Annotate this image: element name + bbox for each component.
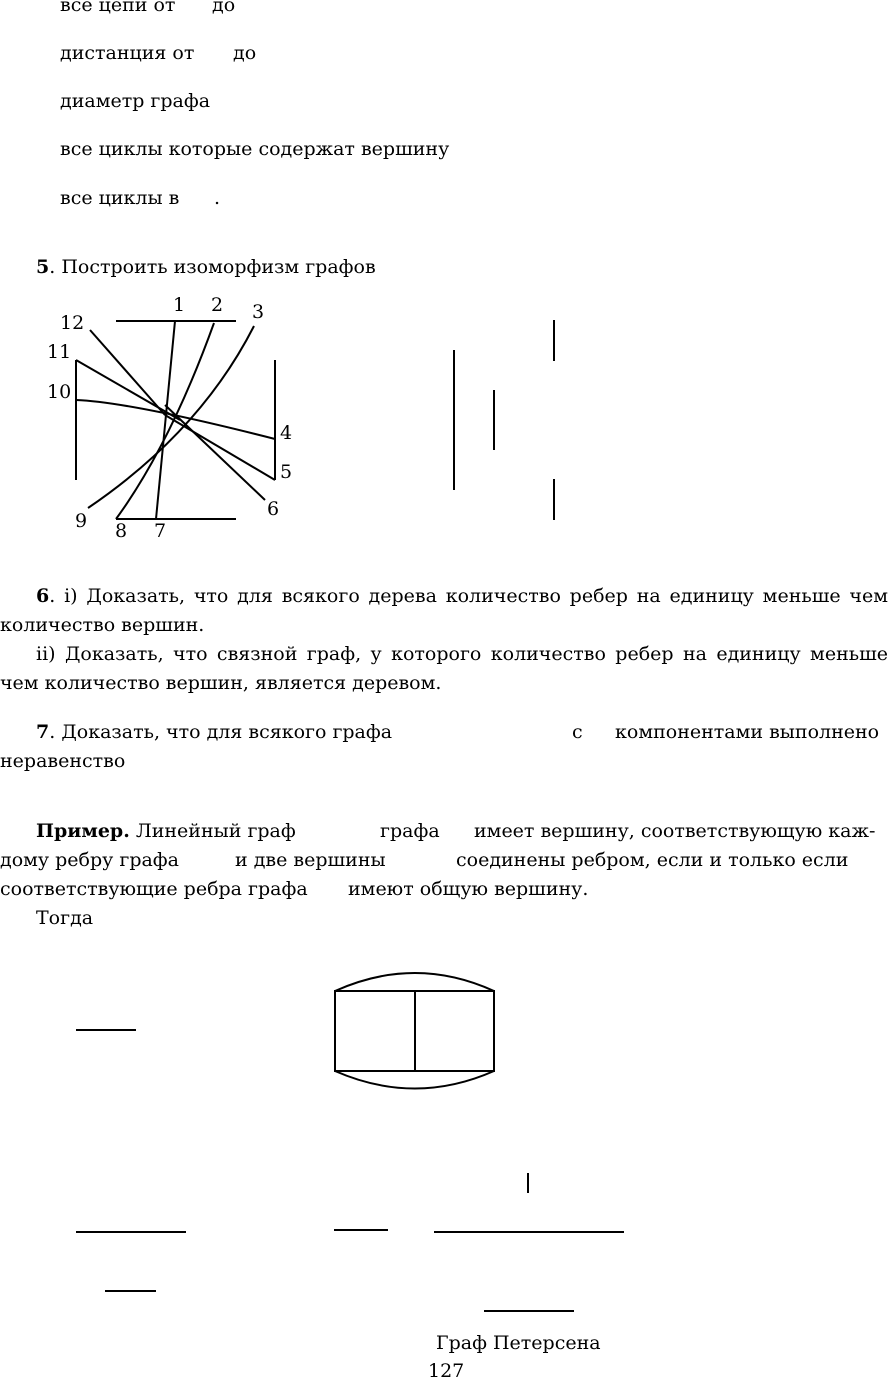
petersen-fragment-lines [76,1173,624,1311]
example-line3: соответствующие ребра графа [0,878,308,900]
figure-caption: Граф Петерсена [436,1332,601,1354]
problem-5-number: 5 [36,256,50,278]
problem-7-line2: неравенство [0,750,126,772]
list-item-paths-to: до [212,0,236,16]
isomorphism-graph-left [76,321,275,519]
graph-label-11: 11 [47,341,72,363]
problem-5-text: . Построить изоморфизм графов [49,256,376,278]
graph-label-10: 10 [47,381,72,403]
list-item-cycles-vertex: все циклы которые содержат вершину [60,138,450,160]
problem-7-text-a: . Доказать, что для всякого графа [49,721,393,743]
example-l1-a: Линейный граф [135,820,296,842]
example-line2-b: и две вершины [235,849,386,871]
graph-label-12: 12 [60,312,85,334]
problem-7-line1-b: с [572,721,583,743]
problem-6 [0,582,888,698]
graph-label-9: 9 [75,510,88,532]
problem-7-number: 7 [36,721,50,743]
list-item-distance-from: дистанция от [60,42,195,64]
example-line2-c: соединены ребром, если и только если [456,849,849,871]
list-item-paths-from: все цепи от [60,0,176,16]
example-line3-b: имеют общую вершину. [348,878,589,900]
graph-label-8: 8 [115,520,128,542]
example-line2-a: дому ребру графа [0,849,180,871]
problem-6-part2-line1: ii) Доказать, что связной граф, у которого количество ребер на единицу меньше [36,643,888,665]
example-line1-b: графа [380,820,440,842]
graph-label-3: 3 [252,301,265,323]
example-line1-a [36,822,296,841]
problem-6-part2-line2: чем количество вершин, является деревом. [0,672,442,694]
graph-label-1: 1 [173,294,186,316]
graph-label-5: 5 [280,461,293,483]
line-graph-figure [76,973,494,1089]
list-item-diameter: диаметр графа [60,90,211,112]
problem-6-part1-line2: количество вершин. [0,614,205,636]
list-item-period: . [214,187,221,209]
example-then: Тогда [36,907,94,929]
list-item-distance-to: до [233,42,257,64]
graph-label-7: 7 [154,520,167,542]
problem-7-line1-c: компонентами выполнено [615,721,880,743]
graph-label-2: 2 [211,294,224,316]
problem-6-part1-line1: . i) Доказать, что для всякого дерева количество ребер на единицу меньше чем [49,585,888,607]
problem-7-line1-a [36,723,392,742]
graph-label-4: 4 [280,422,293,444]
problem-5-heading [36,258,376,277]
example-title: Пример. [36,820,130,842]
page-number: 127 [428,1360,465,1382]
problem-6-number: 6 [36,585,50,607]
example-line1-c: имеет вершину, соответствующую каж- [474,820,876,842]
isomorphism-graph-right [454,320,554,520]
graph-label-6: 6 [267,498,280,520]
list-item-cycles-in: все циклы в [60,187,180,209]
